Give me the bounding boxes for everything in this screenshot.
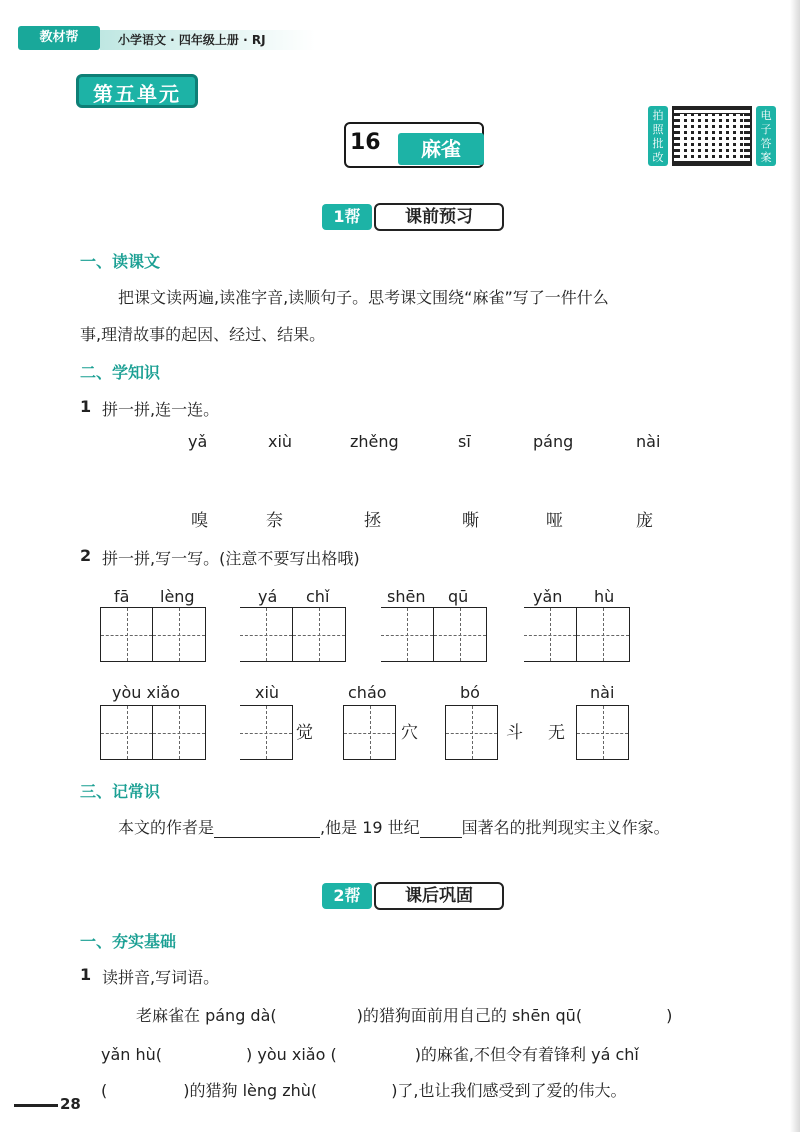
writing-grid-cell[interactable] <box>381 607 434 662</box>
line1-part-a: 老麻雀在 páng dà( <box>136 1006 277 1025</box>
qr-code-icon[interactable] <box>672 106 752 166</box>
qr-right-label: 电子答案 <box>756 106 776 166</box>
line3-part-b: )的猎狗 lèng zhù( <box>183 1081 318 1100</box>
match-pinyin[interactable]: xiù <box>268 432 293 451</box>
lesson-number: 16 <box>350 130 381 155</box>
section1-badge: 1帮 <box>322 204 372 230</box>
given-char: 觉 <box>296 723 313 743</box>
line1-part-b: )的猎狗面前用自己的 shēn qū( <box>356 1006 583 1025</box>
author-text-a: 本文的作者是 <box>118 818 215 837</box>
given-char: 斗 <box>506 723 523 743</box>
part-common-heading: 三、记常识 <box>80 782 161 801</box>
grid-pinyin: fā <box>114 587 130 606</box>
writing-grid-cell[interactable] <box>576 705 629 760</box>
writing-grid-cell[interactable] <box>240 705 293 760</box>
pinyin-line-3 <box>101 1078 627 1101</box>
part-read-text-line1: 把课文读两遍,读准字音,读顺句子。思考课文围绕“麻雀”写了一件什么 <box>118 288 609 307</box>
line3-part-c: )了,也让我们感受到了爱的伟大。 <box>391 1081 627 1100</box>
writing-grid-cell[interactable] <box>577 607 630 662</box>
footer-rule <box>14 1104 58 1107</box>
writing-grid-cell[interactable] <box>153 607 206 662</box>
grid-pinyin: yá <box>258 587 278 606</box>
grid-pinyin: xiù <box>255 683 280 702</box>
author-text-c: 国著名的批判现实主义作家。 <box>461 818 670 837</box>
q1-prompt: 拼一拼,连一连。 <box>102 400 220 419</box>
writing-grid-cell[interactable] <box>240 607 293 662</box>
match-pinyin[interactable]: páng <box>533 432 574 451</box>
line2-part-b: ) yòu xiǎo ( <box>246 1045 337 1064</box>
q1-number: 1 <box>80 397 92 416</box>
qr-left-label: 拍照批改 <box>648 106 668 166</box>
part-read-text-line2: 事,理清故事的起因、经过、结果。 <box>80 325 326 344</box>
book-subject: 小学语文 · 四年级上册 · RJ <box>100 30 315 50</box>
match-char[interactable]: 嗅 <box>191 511 208 531</box>
page-edge-shadow <box>790 0 800 1132</box>
match-pinyin[interactable]: nài <box>636 432 661 451</box>
lesson-title: 麻雀 <box>398 133 484 165</box>
brand-logo: 教材帮 <box>18 26 100 50</box>
answer-blank[interactable] <box>214 820 320 838</box>
section1-label: 课前预习 <box>374 203 504 231</box>
unit-title: 第五单元 <box>76 74 198 108</box>
page-number: 28 <box>60 1095 81 1113</box>
grid-pinyin: hù <box>594 587 615 606</box>
q1-prompt-s2: 读拼音,写词语。 <box>102 968 220 987</box>
writing-grid-cell[interactable] <box>293 607 346 662</box>
grid-pinyin: shēn <box>387 587 426 606</box>
grid-pinyin: chǐ <box>306 587 330 606</box>
writing-grid-cell[interactable] <box>100 607 153 662</box>
author-text-b: ,他是 19 世纪 <box>320 818 420 837</box>
grid-pinyin: yǎn <box>533 587 563 606</box>
line2-part-a: yǎn hù( <box>101 1045 163 1064</box>
grid-pinyin: cháo <box>348 683 387 702</box>
part-read-heading: 一、读课文 <box>80 252 161 271</box>
grid-pinyin: yòu xiǎo <box>112 683 180 702</box>
match-char[interactable]: 哑 <box>546 511 563 531</box>
author-question <box>118 815 670 838</box>
match-pinyin[interactable]: zhěng <box>350 432 399 451</box>
match-char[interactable]: 拯 <box>364 511 381 531</box>
pinyin-line-1 <box>136 1003 672 1026</box>
writing-grid-cell[interactable] <box>153 705 206 760</box>
writing-grid-cell[interactable] <box>343 705 396 760</box>
writing-grid-cell[interactable] <box>524 607 577 662</box>
match-pinyin[interactable]: sī <box>458 432 471 451</box>
writing-grid-cell[interactable] <box>100 705 153 760</box>
grid-pinyin: bó <box>460 683 480 702</box>
match-char[interactable]: 奈 <box>266 511 283 531</box>
match-char[interactable]: 庞 <box>636 511 653 531</box>
answer-blank[interactable] <box>420 820 462 838</box>
match-pinyin[interactable]: yǎ <box>188 432 208 451</box>
part-foundation-heading: 一、夯实基础 <box>80 932 177 951</box>
line1-part-c: ) <box>666 1006 673 1025</box>
match-char[interactable]: 嘶 <box>462 511 479 531</box>
writing-grid-cell[interactable] <box>434 607 487 662</box>
given-char: 无 <box>548 723 565 743</box>
pinyin-line-2 <box>101 1042 639 1065</box>
given-char: 穴 <box>401 723 418 743</box>
q1-number-s2: 1 <box>80 965 92 984</box>
section2-badge: 2帮 <box>322 883 372 909</box>
grid-pinyin: lèng <box>160 587 195 606</box>
writing-grid-cell[interactable] <box>445 705 498 760</box>
section2-label: 课后巩固 <box>374 882 504 910</box>
line2-part-c: )的麻雀,不但令有着锋利 yá chǐ <box>414 1045 639 1064</box>
q2-prompt: 拼一拼,写一写。(注意不要写出格哦) <box>102 549 360 568</box>
grid-pinyin: qū <box>448 587 469 606</box>
part-knowledge-heading: 二、学知识 <box>80 363 161 382</box>
q2-number: 2 <box>80 546 92 565</box>
grid-pinyin: nài <box>590 683 615 702</box>
line3-part-a: ( <box>101 1081 108 1100</box>
